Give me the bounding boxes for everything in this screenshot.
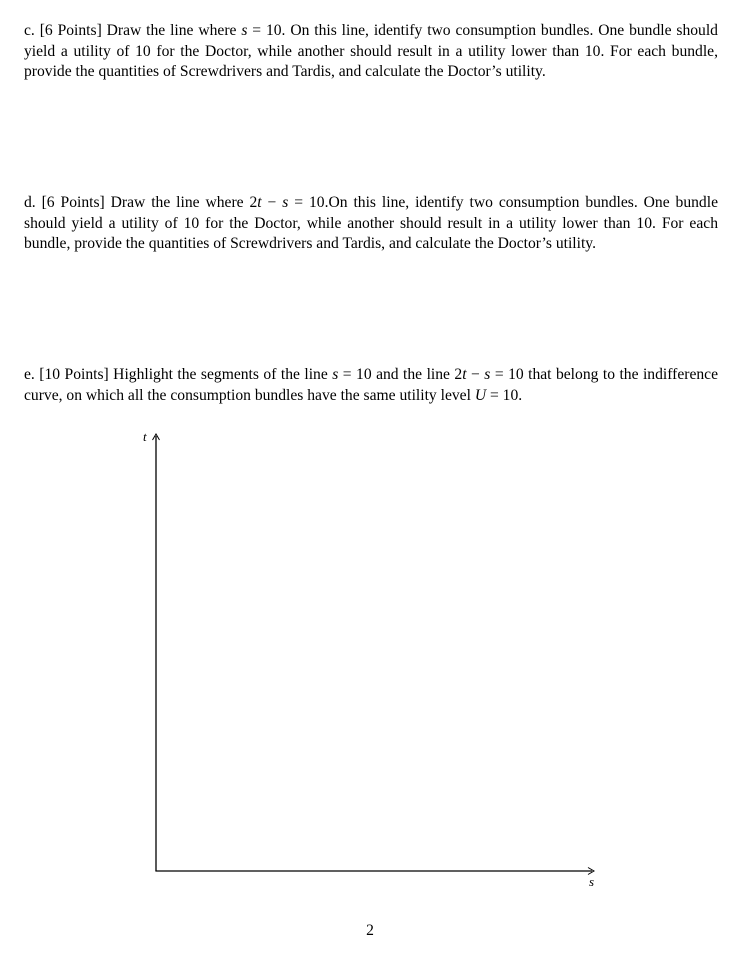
variable-s: s xyxy=(282,194,289,211)
problem-d-part-3: = 10.On this line, identify two consumption bundles. One bundle should yield a utility of 10 for the Doctor, while another should result in a utility lower than 10. For each bundle, provide the quantities of Screwdrivers and Tardis, and calculate the Doctor’s utility. xyxy=(24,194,718,253)
problem-e-part-2: = 10 and the line 2 xyxy=(338,366,463,383)
problem-c-part-1: c. [6 Points] Draw the line where xyxy=(24,22,242,39)
problem-c-part-2: = 10. On this line, identify two consumption bundles. One bundle should yield a utility of 10 for the Doctor, while another should result in a utility lower than 10. For each bundle, provide the quantities of Screwdrivers and Tardis, and calculate the Doctor’s utility. xyxy=(24,22,718,81)
y-axis-label: t xyxy=(143,429,147,444)
variable-t: t xyxy=(257,194,262,211)
problem-e-part-1: e. [10 Points] Highlight the segments of the line xyxy=(24,366,333,383)
variable-s: s xyxy=(241,22,248,39)
page-number: 2 xyxy=(366,922,374,939)
variable-s: s xyxy=(332,366,339,383)
variable-u: U xyxy=(474,386,487,404)
problem-d-part-2: − xyxy=(261,194,283,211)
problem-e-part-3: − xyxy=(466,366,485,383)
variable-s: s xyxy=(484,366,491,383)
variable-t: t xyxy=(462,366,467,383)
problem-e-part-4: = 10 that belong to the indifference curve, on which all the consumption bundles have the same utility level xyxy=(24,366,719,404)
x-axis-label: s xyxy=(589,874,595,889)
problem-e-part-5: = 10. xyxy=(486,386,523,404)
problem-d-part-1: d. [6 Points] Draw the line where 2 xyxy=(24,194,258,211)
